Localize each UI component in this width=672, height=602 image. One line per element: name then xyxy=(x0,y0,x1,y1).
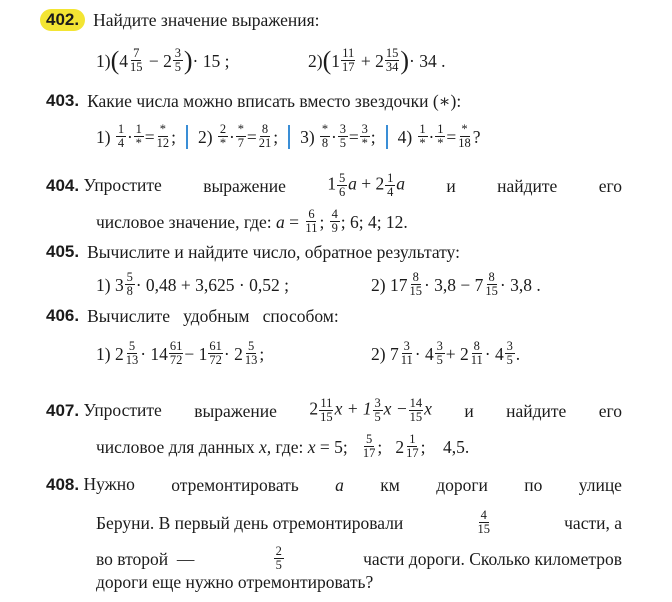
problem-402-expr-2: 2) ( 1 $\frac{11}{17}$ + 2 $\frac{15}{34}$ ) · 34 . xyxy=(308,45,446,75)
separator xyxy=(288,125,290,149)
fraction: $\frac{6}{11}$ xyxy=(305,207,318,235)
fraction: $\frac{2}{5}$ xyxy=(275,544,282,572)
fraction: $\frac{3}{5}$ xyxy=(374,396,381,424)
separator xyxy=(386,125,388,149)
problem-408-line-4: дороги еще нужно отремонтировать? xyxy=(96,572,374,592)
fraction: $\frac{7}{15}$ xyxy=(130,46,143,74)
problem-408-line-2: Беруни. В первый день отремонтировали $\frac{4}{15}$ части, а xyxy=(96,508,622,536)
whole: 2 xyxy=(163,50,172,71)
expression: 1 $\frac{5}{6}$ a + 2 $\frac{1}{4}$ a xyxy=(327,171,405,199)
fraction: $\frac{14}{15}$ xyxy=(409,396,423,424)
item-index: 2) xyxy=(371,343,386,364)
item-index: 1) xyxy=(96,343,111,364)
fraction: $\frac{3}{5}$ xyxy=(174,46,181,74)
item-index: 1) xyxy=(96,274,111,295)
problem-403-exprs: 1) $\frac{1}{4}$ · $\frac{1}{*}$ = $\frac{*}{12}$ ; 2) $\frac{2}{*}$ · $\frac{*}{7}$ = $\frac{8}{21}$ ; 3) $\frac{*}{8}$ · $\frac{3}{5}$ = $\frac{3}{*}$ ; 4) $\frac{1}{*}$ · $\frac{1}{*}$ = $\frac{*}{18}$ ? xyxy=(96,122,481,150)
fraction: $\frac{5}{6}$ xyxy=(338,171,346,199)
problem-407-line-2: числовое для данных x, где: x = 5; $\frac{5}{17}$ ; 2 $\frac{1}{17}$ ; 4,5. xyxy=(96,432,470,460)
problem-408-line-3: во второй — $\frac{2}{5}$ части дороги. Сколько километров xyxy=(96,544,622,572)
fraction: $\frac{8}{21}$ xyxy=(258,122,272,150)
item-index: 1) xyxy=(96,126,111,147)
expr-tail: · 15 ; xyxy=(192,50,230,71)
expr-tail: · 34 . xyxy=(409,50,446,71)
item-index: 2) xyxy=(198,126,213,147)
fraction: $\frac{8}{11}$ xyxy=(470,339,483,367)
problem-407-line-1: 407. Упростите выражение 2 $\frac{11}{15}$ x + 1 $\frac{3}{5}$ x − $\frac{14}{15}$ x и найдите его xyxy=(46,396,622,424)
problem-406-expr-1: 1) 2 $\frac{5}{13}$ · 14 $\frac{61}{72}$ − 1 $\frac{61}{72}$ · 2 $\frac{5}{13}$ ; xyxy=(96,339,265,367)
problem-402-expr-1: 1) ( 4 $\frac{7}{15}$ − 2 $\frac{3}{5}$ ) · 15 ; xyxy=(96,45,230,75)
problem-405-expr-2: 2) 17 $\frac{8}{15}$ · 3,8 − 7 $\frac{8}{15}$ · 3,8 . xyxy=(371,270,541,298)
problem-text: Вычислите удобным способом: xyxy=(87,306,339,326)
fraction: $\frac{4}{9}$ xyxy=(331,207,338,235)
fraction: $\frac{3}{*}$ xyxy=(361,122,368,150)
item-index: 2) xyxy=(371,274,386,295)
fraction: $\frac{11}{17}$ xyxy=(342,46,355,74)
fraction: $\frac{61}{72}$ xyxy=(209,339,222,367)
fraction: $\frac{5}{13}$ xyxy=(125,339,139,367)
paren: ) xyxy=(183,45,193,75)
fraction: $\frac{1}{*}$ xyxy=(437,122,444,150)
paren: ( xyxy=(322,45,332,75)
fraction: $\frac{15}{34}$ xyxy=(385,46,399,74)
problem-text: Найдите значение выражения: xyxy=(93,10,320,30)
whole: 4 xyxy=(119,50,128,71)
fraction: $\frac{4}{15}$ xyxy=(477,508,490,536)
fraction: $\frac{5}{17}$ xyxy=(362,432,376,460)
fraction: $\frac{8}{15}$ xyxy=(485,270,498,298)
fraction: $\frac{1}{4}$ xyxy=(387,171,394,199)
item-index: 1) xyxy=(96,50,111,71)
problem-number: 408. xyxy=(46,475,80,494)
problem-404-line-2: числовое значение, где: a = $\frac{6}{11}$ ; $\frac{4}{9}$ ; 6; 4; 12. xyxy=(96,207,408,235)
problem-text: Вычислите и найдите число, обратное результату: xyxy=(87,242,460,262)
fraction: $\frac{*}{8}$ xyxy=(321,122,329,150)
problem-text: Какие числа можно вписать вместо звездочки (∗): xyxy=(87,91,462,111)
problem-406-heading xyxy=(46,305,339,327)
fraction: $\frac{2}{*}$ xyxy=(219,122,227,150)
problem-403-heading xyxy=(46,90,461,112)
fraction: $\frac{1}{17}$ xyxy=(406,432,419,460)
paren: ) xyxy=(400,45,410,75)
fraction: $\frac{5}{8}$ xyxy=(126,270,133,298)
problem-number-highlighted: 402. xyxy=(40,9,85,31)
item-index: 4) xyxy=(397,126,413,147)
problem-405-heading xyxy=(46,241,460,263)
separator xyxy=(186,125,188,149)
problem-number: 407. xyxy=(46,401,80,420)
paren: ( xyxy=(110,45,120,75)
item-index: 2) xyxy=(308,50,323,71)
problem-number: 404. xyxy=(46,176,80,195)
problem-406-expr-2: 2) 7 $\frac{3}{11}$ · 4 $\frac{3}{5}$ + 2 $\frac{8}{11}$ · 4 $\frac{3}{5}$ . xyxy=(371,339,521,367)
fraction: $\frac{3}{5}$ xyxy=(506,339,513,367)
fraction: $\frac{5}{13}$ xyxy=(244,339,258,367)
item-index: 3) xyxy=(300,126,315,147)
fraction: $\frac{8}{15}$ xyxy=(409,270,422,298)
problem-402-heading xyxy=(46,9,320,31)
fraction: $\frac{*}{18}$ xyxy=(458,122,471,150)
problem-408-line-1: 408. Нужно отремонтировать a км дороги по улице xyxy=(46,474,622,495)
problem-404-line-1: 404. Упростите выражение 1 $\frac{5}{6}$ a + 2 $\frac{1}{4}$ a и найдите его xyxy=(46,171,622,199)
fraction: $\frac{3}{5}$ xyxy=(436,339,443,367)
fraction: $\frac{1}{*}$ xyxy=(419,122,426,150)
expression: 2 $\frac{11}{15}$ x + 1 $\frac{3}{5}$ x − $\frac{14}{15}$ x xyxy=(309,396,432,424)
problem-number: 405. xyxy=(46,242,80,261)
problem-405-expr-1: 1) 3 $\frac{5}{8}$ · 0,48 + 3,625 · 0,52 ; xyxy=(96,270,289,298)
problem-number: 406. xyxy=(46,306,80,325)
problem-number: 403. xyxy=(46,91,80,110)
fraction: $\frac{61}{72}$ xyxy=(169,339,183,367)
fraction: $\frac{1}{4}$ xyxy=(117,122,125,150)
fraction: $\frac{1}{*}$ xyxy=(135,122,142,150)
fraction: $\frac{3}{11}$ xyxy=(400,339,413,367)
fraction: $\frac{11}{15}$ xyxy=(320,396,333,424)
fraction: $\frac{*}{7}$ xyxy=(237,122,244,150)
fraction: $\frac{*}{12}$ xyxy=(156,122,170,150)
fraction: $\frac{3}{5}$ xyxy=(339,122,346,150)
